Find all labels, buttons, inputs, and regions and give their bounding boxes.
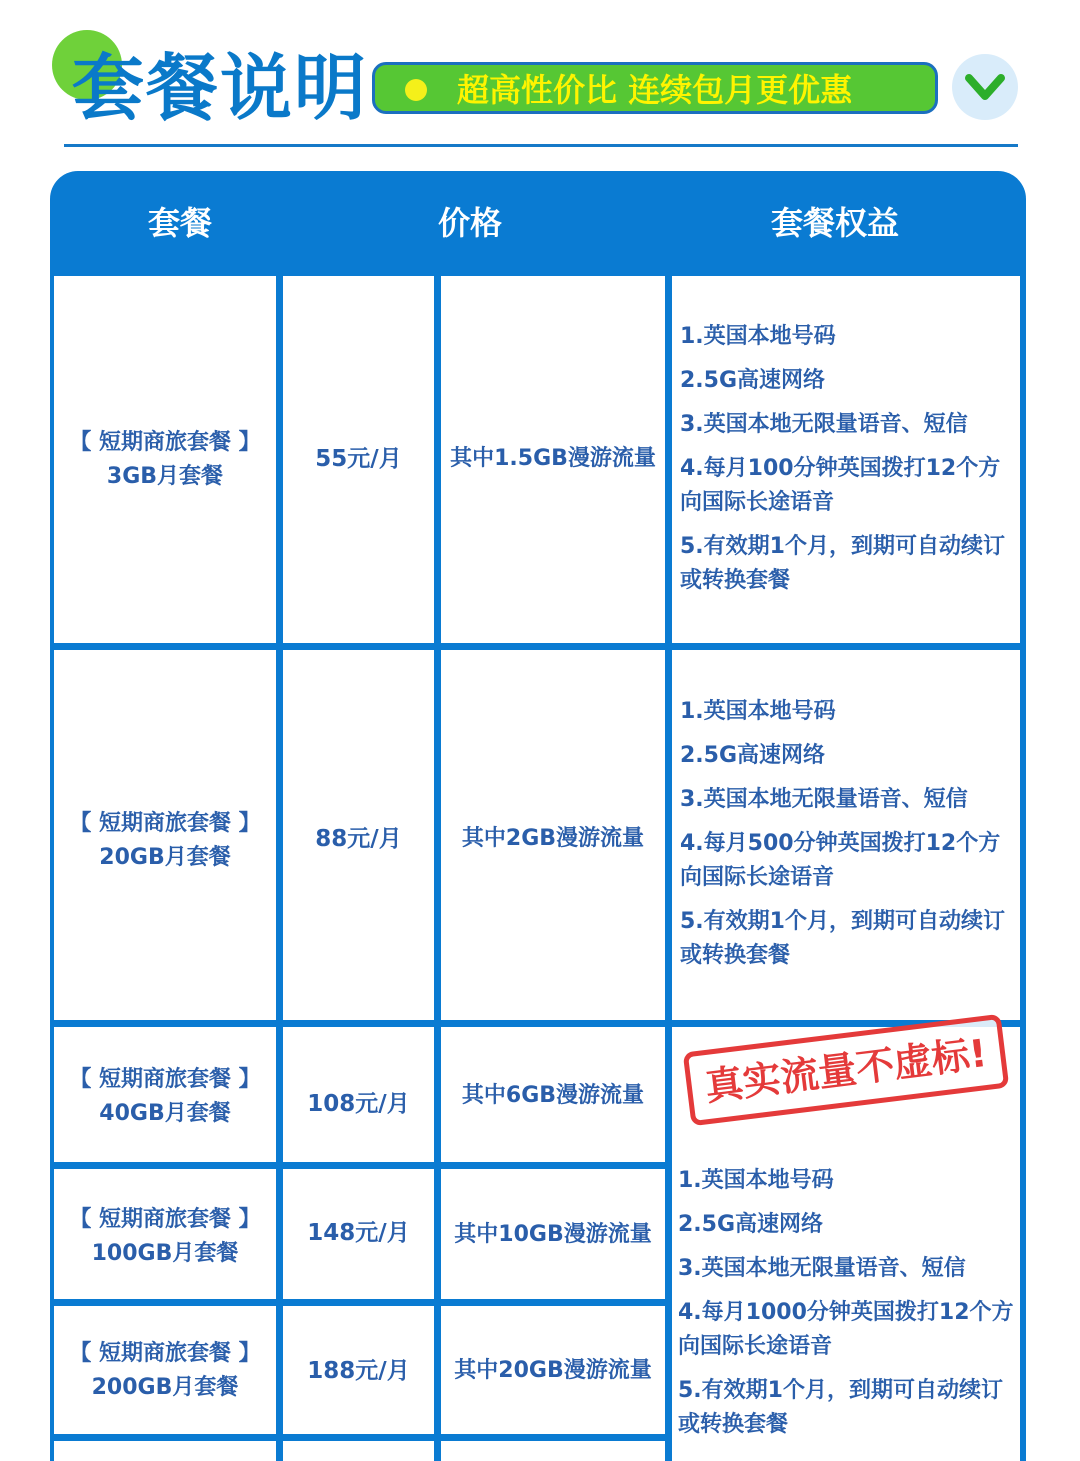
table-cell-roaming (441, 1169, 665, 1299)
benefit-item: 4.每月500分钟英国拨打12个方向国际长途语音 (680, 831, 1001, 890)
benefit-item: 5.有效期1个月，到期可自动续订或转换套餐 (680, 909, 1005, 968)
table-cell-package (54, 650, 276, 1020)
roaming-data: 其中6GB漫游流量 (461, 1083, 645, 1108)
package-category: 【 短期商旅套餐 】 (69, 811, 261, 836)
benefit-item: 2.5G高速网络 (678, 1212, 824, 1237)
benefit-item: 5.有效期1个月，到期可自动续订或转换套餐 (678, 1378, 1003, 1437)
package-category: 【 短期商旅套餐 】 (69, 1207, 261, 1232)
benefit-list (678, 1164, 1014, 1452)
package-size: 3GB月套餐 (106, 464, 224, 489)
benefit-item: 4.每月1000分钟英国拨打12个方向国际长途语音 (678, 1300, 1014, 1359)
benefit-list (680, 695, 1014, 983)
package-price: 108元/月 (307, 1091, 410, 1117)
chevron-down-icon (965, 70, 1005, 104)
roaming-data: 其中10GB漫游流量 (454, 1222, 652, 1247)
table-cell-price (283, 1306, 434, 1434)
page-header (0, 0, 1080, 160)
table-cell-benefits (672, 276, 1020, 643)
package-price: 188元/月 (307, 1358, 410, 1384)
package-name (54, 807, 276, 875)
table-cell-benefits (672, 650, 1020, 1020)
benefit-item: 2.5G高速网络 (680, 743, 826, 768)
table-cell-roaming (441, 1306, 665, 1434)
benefit-item: 2.5G高速网络 (680, 368, 826, 393)
benefit-list (680, 320, 1014, 608)
benefit-item: 5.有效期1个月，到期可自动续订或转换套餐 (680, 534, 1005, 593)
benefit-item: 1.英国本地号码 (680, 324, 836, 349)
package-size: 40GB月套餐 (99, 1101, 231, 1126)
benefit-item: 1.英国本地号码 (680, 699, 836, 724)
package-size: 20GB月套餐 (99, 845, 231, 870)
benefit-item: 1.英国本地号码 (678, 1168, 834, 1193)
table-cell-price (283, 1169, 434, 1299)
slogan-text: 超高性价比 连续包月更优惠 (457, 71, 853, 109)
table-cell-package (54, 1027, 276, 1162)
column-header-benefits: 套餐权益 (770, 204, 899, 242)
package-price: 148元/月 (307, 1220, 410, 1246)
benefit-item: 3.英国本地无限量语音、短信 (680, 412, 968, 437)
roaming-data: 其中1.5GB漫游流量 (450, 446, 656, 471)
authenticity-stamp: 真实流量不虚标! (683, 1014, 1010, 1126)
column-header-package: 套餐 (147, 204, 212, 242)
table-cell-package (54, 1169, 276, 1299)
table-cell-package (54, 1441, 276, 1461)
header-divider (64, 144, 1018, 147)
package-category: 【 短期商旅套餐 】 (69, 1067, 261, 1092)
benefit-item: 3.英国本地无限量语音、短信 (680, 787, 968, 812)
package-category: 【 短期商旅套餐 】 (69, 1341, 261, 1366)
slogan-bullet-dot (405, 79, 427, 101)
package-name (54, 426, 276, 494)
package-size: 100GB月套餐 (91, 1241, 239, 1266)
benefit-item: 4.每月100分钟英国拨打12个方向国际长途语音 (680, 456, 1001, 515)
slogan-banner (372, 62, 938, 114)
table-cell-price (283, 1027, 434, 1162)
table-cell-price (283, 650, 434, 1020)
package-price: 88元/月 (315, 826, 402, 852)
table-cell-roaming (441, 650, 665, 1020)
package-size: 200GB月套餐 (91, 1375, 239, 1400)
roaming-data: 其中2GB漫游流量 (461, 826, 645, 851)
package-name (54, 1203, 276, 1271)
table-cell-package (54, 276, 276, 643)
table-cell-roaming (441, 1027, 665, 1162)
table-cell-roaming (441, 1441, 665, 1461)
roaming-data: 其中20GB漫游流量 (454, 1358, 652, 1383)
package-name (54, 1337, 276, 1405)
table-cell-package (54, 1306, 276, 1434)
table-body (50, 171, 1026, 1461)
page-title: 套餐说明 (72, 46, 369, 130)
table-cell-roaming (441, 276, 665, 643)
package-table (50, 171, 1026, 1461)
package-category: 【 短期商旅套餐 】 (69, 430, 261, 455)
table-cell-price (283, 276, 434, 643)
expand-button[interactable] (952, 54, 1018, 120)
table-cell-price (283, 1441, 434, 1461)
package-price: 55元/月 (315, 446, 402, 472)
column-header-price: 价格 (437, 204, 502, 242)
package-name (54, 1063, 276, 1131)
benefit-item: 3.英国本地无限量语音、短信 (678, 1256, 966, 1281)
